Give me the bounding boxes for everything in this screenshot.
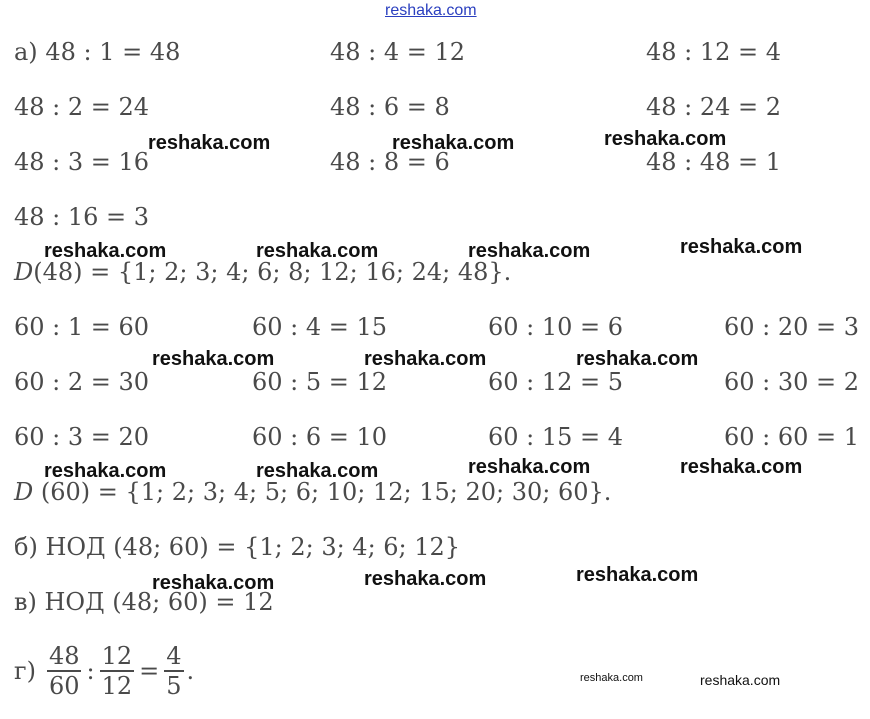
- watermark: reshaka.com: [44, 240, 167, 262]
- division-sign: :: [86, 657, 95, 685]
- watermark: reshaka.com: [468, 456, 591, 478]
- watermark: reshaka.com: [152, 348, 275, 370]
- divisors-60-symbol: D: [14, 478, 34, 506]
- part-g-fraction-line: [14, 642, 194, 700]
- watermark: reshaka.com: [680, 456, 803, 478]
- equation-48-2: 48 : 2 = 24: [14, 93, 150, 121]
- fraction-numerator: 4: [166, 642, 182, 670]
- divisors-48-set: (48) = {1; 2; 3; 4; 6; 8; 12; 16; 24; 48}.: [33, 258, 512, 286]
- part-a-first-line: [14, 38, 180, 66]
- equation-48-3: 48 : 3 = 16: [14, 148, 150, 176]
- equation-60-5: 60 : 5 = 12: [252, 368, 388, 396]
- fraction-12-12: [100, 642, 135, 700]
- watermark: reshaka.com: [576, 348, 699, 370]
- equation-60-60: 60 : 60 = 1: [724, 423, 860, 451]
- fraction-numerator: 48: [48, 642, 80, 670]
- part-v-gcd-value: в) НОД (48; 60) = 12: [14, 588, 274, 616]
- equation-60-1: 60 : 1 = 60: [14, 313, 150, 341]
- equation-60-6: 60 : 6 = 10: [252, 423, 388, 451]
- fraction-denominator: 60: [48, 672, 80, 700]
- watermark: reshaka.com: [256, 460, 379, 482]
- equals-sign: =: [139, 657, 160, 685]
- equation-60-2: 60 : 2 = 30: [14, 368, 150, 396]
- watermark: reshaka.com: [44, 460, 167, 482]
- watermark: reshaka.com: [700, 672, 781, 688]
- divisors-60-set: (60) = {1; 2; 3; 4; 5; 6; 10; 12; 15; 20; 30; 60}.: [33, 478, 612, 506]
- fraction-numerator: 12: [101, 642, 133, 670]
- equation-48-12: 48 : 12 = 4: [646, 38, 782, 66]
- part-g-prefix: г): [14, 657, 36, 685]
- watermark: reshaka.com: [364, 348, 487, 370]
- equation-60-4: 60 : 4 = 15: [252, 313, 388, 341]
- part-a-prefix: а): [14, 38, 38, 66]
- watermark: reshaka.com: [580, 672, 643, 684]
- equation-48-6: 48 : 6 = 8: [330, 93, 450, 121]
- fraction-denominator: 12: [101, 672, 133, 700]
- watermark: reshaka.com: [468, 240, 591, 262]
- watermark: reshaka.com: [152, 572, 275, 594]
- watermark: reshaka.com: [364, 568, 487, 590]
- fraction-4-5: [164, 642, 183, 700]
- equation-48-48: 48 : 48 = 1: [646, 148, 782, 176]
- equation-48-4: 48 : 4 = 12: [330, 38, 466, 66]
- equation-48-16: 48 : 16 = 3: [14, 203, 150, 231]
- watermark: reshaka.com: [604, 128, 727, 150]
- fraction-denominator: 5: [166, 672, 182, 700]
- equation-48-8: 48 : 8 = 6: [330, 148, 450, 176]
- watermark: reshaka.com: [148, 132, 271, 154]
- equation-60-30: 60 : 30 = 2: [724, 368, 860, 396]
- final-period: .: [186, 657, 195, 685]
- equation-60-20: 60 : 20 = 3: [724, 313, 860, 341]
- equation-48-24: 48 : 24 = 2: [646, 93, 782, 121]
- equation-60-10: 60 : 10 = 6: [488, 313, 624, 341]
- watermark: reshaka.com: [392, 132, 515, 154]
- divisors-48-symbol: D: [14, 258, 34, 286]
- watermark: reshaka.com: [576, 564, 699, 586]
- part-b-gcd-set: б) НОД (48; 60) = {1; 2; 3; 4; 6; 12}: [14, 533, 461, 561]
- equation-60-15: 60 : 15 = 4: [488, 423, 624, 451]
- equation-60-3: 60 : 3 = 20: [14, 423, 150, 451]
- equation-48-1: 48 : 1 = 48: [45, 38, 181, 66]
- watermark: reshaka.com: [256, 240, 379, 262]
- fraction-48-60: [47, 642, 82, 700]
- equation-60-12: 60 : 12 = 5: [488, 368, 624, 396]
- watermark: reshaka.com: [680, 236, 803, 258]
- top-watermark-link[interactable]: reshaka.com: [385, 2, 477, 19]
